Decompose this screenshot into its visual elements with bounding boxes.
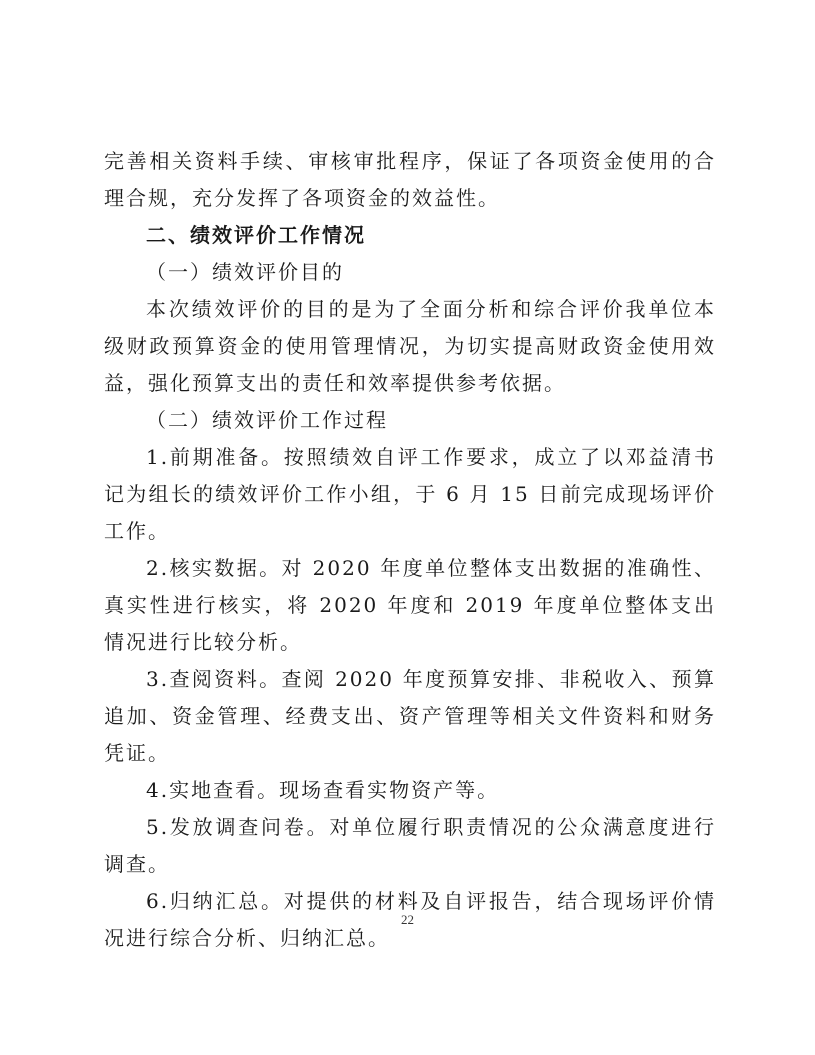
subsection-heading-process: （二）绩效评价工作过程 xyxy=(146,408,388,432)
subsection-heading-purpose: （一）绩效评价目的 xyxy=(146,260,344,284)
purpose-paragraph: 本次绩效评价的目的是为了全面分析和综合评价我单位本级财政预算资金的使用管理情况，为切实提高财政资金使用效益，强化预算支出的责任和效率提供参考依据。 xyxy=(104,297,716,395)
page-number: 22 xyxy=(401,912,414,927)
step-paragraph-2: 2.核实数据。对 2020 年度单位整体支出数据的准确性、真实性进行核实，将 2020 年度和 2019 年度单位整体支出情况进行比较分析。 xyxy=(104,556,716,654)
section-heading: 二、绩效评价工作情况 xyxy=(146,223,366,247)
step-paragraph-5: 5.发放调查问卷。对单位履行职责情况的公众满意度进行调查。 xyxy=(104,815,716,876)
step-paragraph-1: 1.前期准备。按照绩效自评工作要求，成立了以邓益清书记为组长的绩效评价工作小组，于 6 月 15 日前完成现场评价工作。 xyxy=(104,445,716,543)
step-paragraph-4: 4.实地查看。现场查看实物资产等。 xyxy=(146,778,500,802)
step-paragraph-3: 3.查阅资料。查阅 2020 年度预算安排、非税收入、预算追加、资金管理、经费支出、资产管理等相关文件资料和财务凭证。 xyxy=(104,667,716,765)
intro-paragraph: 完善相关资料手续、审核审批程序，保证了各项资金使用的合理合规，充分发挥了各项资金的效益性。 xyxy=(104,149,716,210)
document-body xyxy=(104,143,716,957)
step-paragraph-6: 6.归纳汇总。对提供的材料及自评报告，结合现场评价情况进行综合分析、归纳汇总。 xyxy=(104,889,716,950)
